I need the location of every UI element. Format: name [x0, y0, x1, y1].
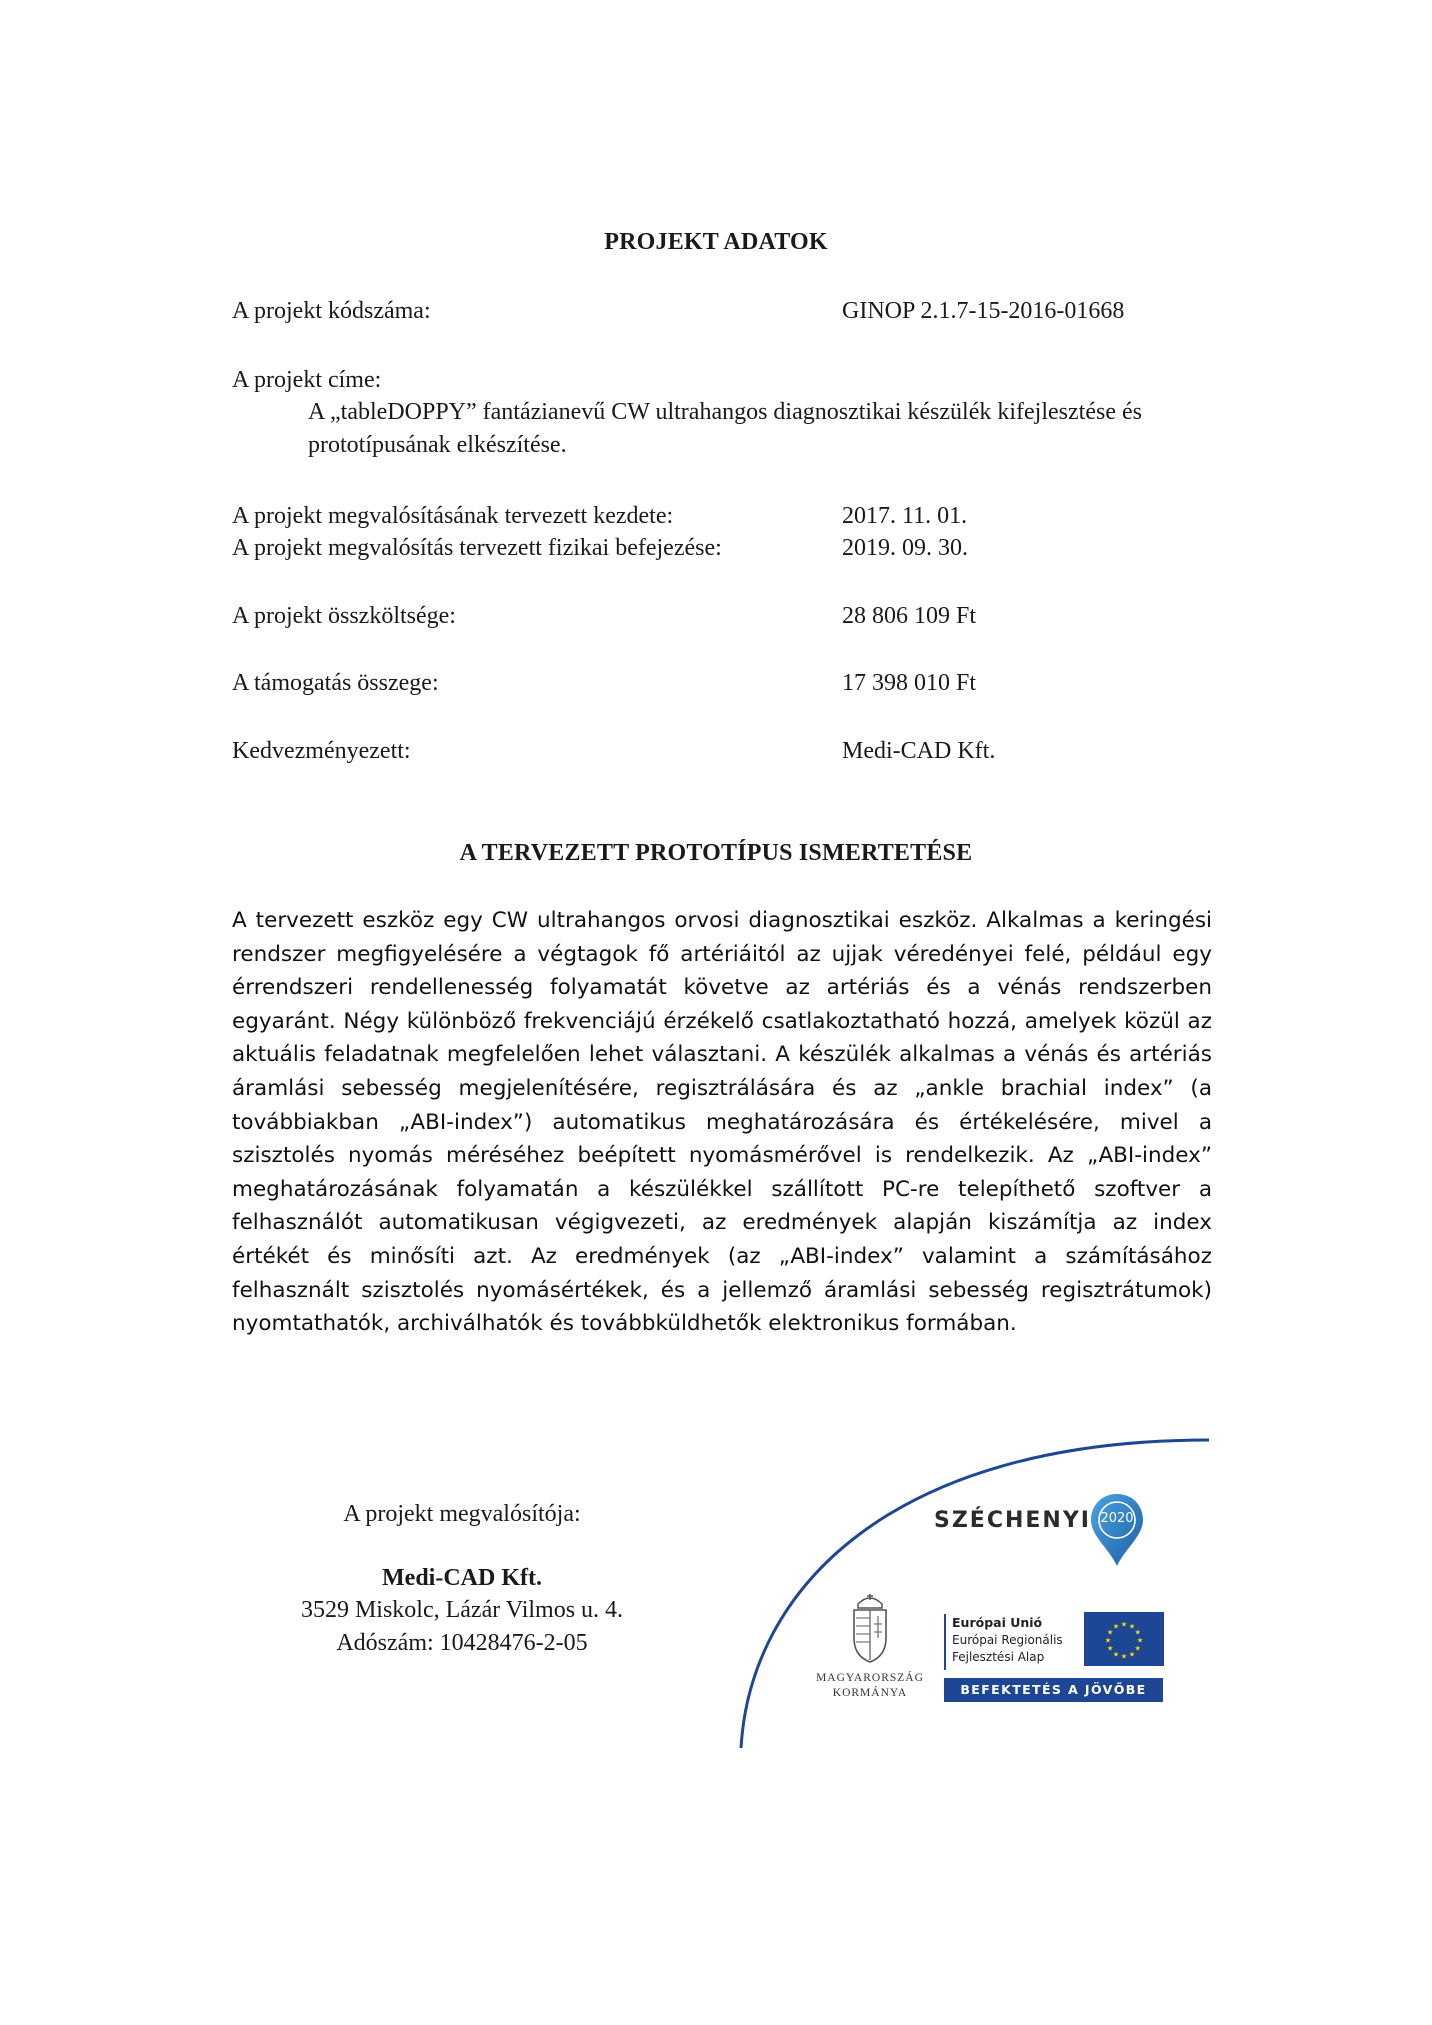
svg-text:★: ★: [1104, 1636, 1112, 1645]
svg-text:★: ★: [1107, 1628, 1114, 1637]
projekt-adatok-heading: PROJEKT ADATOK: [604, 229, 828, 255]
prototype-heading: A TERVEZETT PROTOTÍPUS ISMERTETÉSE: [459, 840, 973, 866]
code-value: GINOP 2.1.7-15-2016-01668: [842, 298, 1125, 324]
grant-value: 17 398 010 Ft: [842, 670, 977, 696]
befektetes-banner: BEFEKTETÉS A JÖVŐBE: [944, 1678, 1163, 1702]
implementer-address: 3529 Miskolc, Lázár Vilmos u. 4.: [300, 1597, 624, 1623]
svg-text:★: ★: [1120, 1652, 1128, 1661]
implementer-name: Medi-CAD Kft.: [382, 1565, 542, 1591]
svg-text:★: ★: [1112, 1622, 1120, 1631]
szechenyi-word: SZÉCHENYI: [934, 1508, 1091, 1533]
gov-line-1: MAGYARORSZÁG: [816, 1672, 924, 1684]
svg-text:★: ★: [1112, 1650, 1120, 1659]
svg-text:★: ★: [1134, 1644, 1141, 1653]
prototype-description: A tervezett eszköz egy CW ultrahangos orvosi diagnosztikai eszköz. Alkalmas a keringési rendszer megfigyelésére a végtagok fő artériáitól az ujjak véredényei felé, például egy érrendszeri rendellenesség folyamatát követve az artériás és a vénás rendszerben egyaránt. Négy különböző frekvenciájú érzékelő csatlakoztatható hozzá, amelyek közül az aktuális feladatnak megfelelően lehet választani. A készülék alkalmas a vénás és artériás áramlási sebesség megjelenítésére, regisztrálására és az „ankle brachial index” (a továbbiakban „ABI-index”) automatikus meghatározására és értékelésére, mivel a szisztolés nyomás méréséhez beépített nyomásmérővel is rendelkezik. Az „ABI-index” meghatározásának folyamatán a készülékkel szállított PC-re telepíthető szoftver a felhasználót automatikusan végigvezeti, az eredmények alapján kiszámítja az index értékét és minősíti azt. Az eredmények (az „ABI-index” valamint a számításához felhasznált szisztolés nyomásértékek, és a jellemző áramlási sebesség regisztrátumok) nyomtathatók, archiválhatók és továbbküldhetők elektronikus formában.: [232, 908, 1212, 1337]
total-cost-value: 28 806 109 Ft: [842, 603, 977, 629]
start-label: A projekt megvalósításának tervezett kezdete:: [232, 503, 674, 529]
project-title-line-2: prototípusának elkészítése.: [308, 432, 567, 458]
grant-label: A támogatás összege:: [232, 670, 439, 696]
eu-divider: [944, 1614, 946, 1670]
beneficiary-label: Kedvezményezett:: [232, 738, 411, 764]
svg-text:★: ★: [1134, 1628, 1141, 1637]
svg-text:★: ★: [1107, 1644, 1114, 1653]
svg-text:★: ★: [1128, 1622, 1136, 1631]
start-value: 2017. 11. 01.: [842, 503, 968, 529]
total-cost-label: A projekt összköltsége:: [232, 603, 456, 629]
end-value: 2019. 09. 30.: [842, 535, 968, 561]
svg-text:★: ★: [1136, 1636, 1144, 1645]
svg-text:★: ★: [1128, 1650, 1136, 1659]
svg-text:★: ★: [1120, 1620, 1128, 1629]
szechenyi-year: 2020: [1100, 1511, 1134, 1526]
eu-line-3: Fejlesztési Alap: [952, 1650, 1045, 1664]
eu-line-1: Európai Unió: [952, 1615, 1043, 1630]
beneficiary-value: Medi-CAD Kft.: [842, 738, 996, 764]
szechenyi-2020-pin-icon: [1088, 1492, 1146, 1568]
eu-flag-icon: [1084, 1612, 1164, 1666]
project-title-label: A projekt címe:: [232, 367, 382, 393]
implementer-tax-number: Adószám: 10428476-2-05: [336, 1630, 588, 1656]
code-label: A projekt kódszáma:: [232, 298, 431, 324]
hungarian-coat-of-arms-icon: [848, 1592, 892, 1666]
project-title-line-1: A „tableDOPPY” fantázianevű CW ultrahangos diagnosztikai készülék kifejlesztése és: [308, 399, 1142, 425]
implementer-label: A projekt megvalósítója:: [343, 1501, 581, 1527]
decorative-arc: [720, 1430, 1220, 1760]
eu-line-2: Európai Regionális: [952, 1633, 1063, 1647]
gov-line-2: KORMÁNYA: [832, 1687, 908, 1699]
end-label: A projekt megvalósítás tervezett fizikai befejezése:: [232, 535, 722, 561]
